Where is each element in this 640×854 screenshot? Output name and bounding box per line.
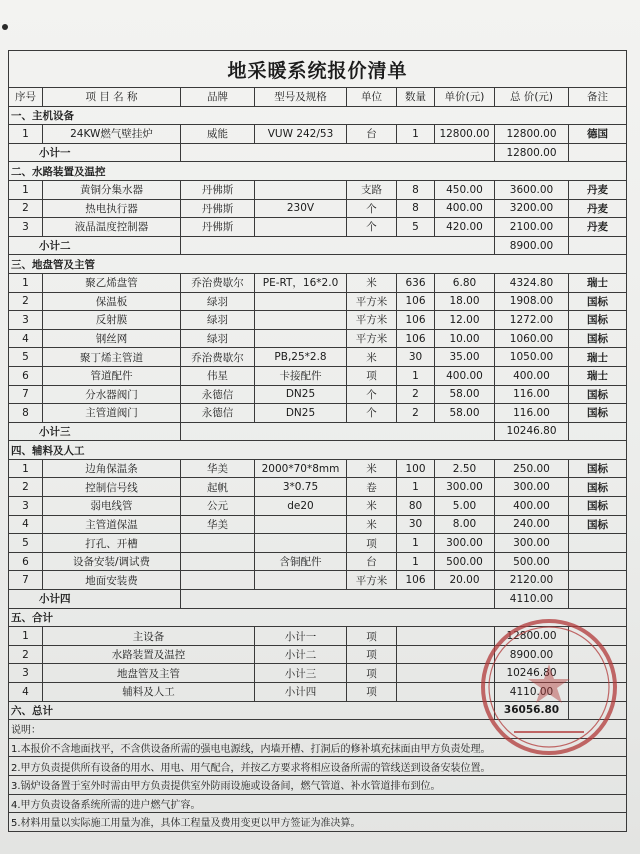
table-cell: 4324.80 [495,273,569,292]
table-cell: 3 [9,218,43,237]
column-header: 总 价(元) [495,88,569,107]
table-cell: 106 [397,311,435,330]
column-header: 型号及规格 [255,88,347,107]
quote-table [8,50,627,832]
table-cell: 12800.00 [495,125,569,144]
table-row [9,292,627,311]
subtotal-row [9,236,627,255]
table-cell: 弱电线管 [43,497,181,516]
table-cell: 6 [9,552,43,571]
table-cell: 1 [9,273,43,292]
table-cell: 丹麦 [569,180,627,199]
section-heading: 一、主机设备 [9,106,627,125]
table-cell: 反射膜 [43,311,181,330]
subtotal-label: 小计四 [9,590,181,609]
table-cell: 水路装置及温控 [43,645,255,664]
table-cell [181,236,495,255]
table-cell: 400.00 [495,366,569,385]
table-cell: 支路 [347,180,397,199]
table-cell: 420.00 [435,218,495,237]
table-cell: 项 [347,664,397,683]
table-cell: 平方米 [347,571,397,590]
table-cell [569,571,627,590]
table-cell: 伟星 [181,366,255,385]
subtotal-row [9,590,627,609]
table-cell: 3*0.75 [255,478,347,497]
table-cell: 3600.00 [495,180,569,199]
subtotal-label: 小计二 [9,236,181,255]
table-cell [255,534,347,553]
column-header: 品牌 [181,88,255,107]
table-cell: PE-RT，16*2.0 [255,273,347,292]
table-row [9,571,627,590]
notes-heading-row [9,720,627,739]
table-cell: 8900.00 [495,645,569,664]
table-cell: 乔治费歇尔 [181,348,255,367]
table-cell: 保温板 [43,292,181,311]
table-row [9,552,627,571]
table-cell: 1272.00 [495,311,569,330]
table-cell [569,627,627,646]
column-header: 备注 [569,88,627,107]
table-cell: 辅料及人工 [43,683,255,702]
table-cell [397,664,495,683]
table-cell [569,590,627,609]
table-cell: 400.00 [495,497,569,516]
table-cell: 绿羽 [181,292,255,311]
table-cell: 116.00 [495,404,569,423]
table-cell: 起帆 [181,478,255,497]
table-row [9,664,627,683]
table-cell: 主设备 [43,627,255,646]
table-cell: 2 [9,478,43,497]
table-cell: 含铜配件 [255,552,347,571]
table-row [9,329,627,348]
table-cell: 卷 [347,478,397,497]
table-cell: 1 [397,534,435,553]
table-cell: 平方米 [347,329,397,348]
table-cell: 设备安装/调试费 [43,552,181,571]
table-cell: 液晶温度控制器 [43,218,181,237]
table-header-row [9,88,627,107]
grand-total-value: 36056.80 [495,701,569,720]
table-cell: 8 [397,180,435,199]
table-cell: 米 [347,348,397,367]
table-cell [181,590,495,609]
table-cell: 12.00 [435,311,495,330]
table-cell: DN25 [255,404,347,423]
table-cell: 5.00 [435,497,495,516]
table-cell: 米 [347,273,397,292]
table-cell: 500.00 [435,552,495,571]
table-cell: 3 [9,497,43,516]
table-cell: 国标 [569,404,627,423]
table-cell: 聚乙烯盘管 [43,273,181,292]
table-cell: 平方米 [347,311,397,330]
table-cell: 米 [347,497,397,516]
table-cell: 个 [347,385,397,404]
table-cell [397,683,495,702]
table-cell [181,143,495,162]
table-row [9,404,627,423]
table-row [9,515,627,534]
section-heading-row [9,441,627,460]
subtotal-row [9,143,627,162]
table-cell: 35.00 [435,348,495,367]
table-cell: 450.00 [435,180,495,199]
section-heading: 五、合计 [9,608,627,627]
table-cell: 250.00 [495,459,569,478]
table-cell: 小计一 [255,627,347,646]
table-cell: 3 [9,664,43,683]
punch-hole-mark [2,24,8,30]
table-cell: 1 [397,552,435,571]
table-cell: 国标 [569,292,627,311]
table-cell: 10246.80 [495,664,569,683]
table-cell [181,552,255,571]
section-heading: 二、水路装置及温控 [9,162,627,181]
table-row [9,125,627,144]
table-cell: 平方米 [347,292,397,311]
column-header: 数量 [397,88,435,107]
table-cell: 丹佛斯 [181,199,255,218]
table-cell: 永德信 [181,404,255,423]
table-cell: 7 [9,571,43,590]
table-cell: 丹麦 [569,199,627,218]
subtotal-value: 4110.00 [495,590,569,609]
table-cell: 4 [9,515,43,534]
table-cell: 4110.00 [495,683,569,702]
table-cell: 300.00 [495,478,569,497]
table-cell: 2000*70*8mm [255,459,347,478]
table-cell: 4 [9,329,43,348]
table-cell: 丹佛斯 [181,218,255,237]
table-cell: 8.00 [435,515,495,534]
section-heading: 三、地盘管及主管 [9,255,627,274]
table-cell [255,571,347,590]
table-cell: VUW 242/53 [255,125,347,144]
table-cell: 1 [9,125,43,144]
table-cell: 12800.00 [435,125,495,144]
table-cell: 2 [9,199,43,218]
table-cell: 3200.00 [495,199,569,218]
table-cell: de20 [255,497,347,516]
table-cell: 国标 [569,515,627,534]
table-cell: 1 [397,125,435,144]
note-text: 2.甲方负责提供所有设备的用水、用电、用气配合，并按乙方要求将相应设备所需的管线送到设备安装位置。 [9,757,627,776]
section-heading-row [9,255,627,274]
table-cell: 106 [397,329,435,348]
table-cell: 国标 [569,311,627,330]
table-cell: 1050.00 [495,348,569,367]
table-cell: 4 [9,683,43,702]
table-cell: 台 [347,125,397,144]
table-cell: 1 [397,478,435,497]
table-cell: 绿羽 [181,329,255,348]
table-cell: 1908.00 [495,292,569,311]
table-cell: 20.00 [435,571,495,590]
table-cell: 公元 [181,497,255,516]
table-cell: 400.00 [435,366,495,385]
table-cell: 小计四 [255,683,347,702]
table-row [9,218,627,237]
table-row [9,199,627,218]
table-cell: 地面安装费 [43,571,181,590]
subtotal-value: 12800.00 [495,143,569,162]
quote-sheet [8,50,626,832]
table-cell: 5 [9,348,43,367]
table-row [9,478,627,497]
table-row [9,273,627,292]
table-cell: 热电执行器 [43,199,181,218]
table-cell: 国标 [569,385,627,404]
table-cell: 106 [397,571,435,590]
table-cell: 项 [347,534,397,553]
table-cell: DN25 [255,385,347,404]
table-cell: 8 [397,199,435,218]
table-cell [569,552,627,571]
table-cell: 636 [397,273,435,292]
table-cell: 瑞士 [569,348,627,367]
table-cell: 瑞士 [569,273,627,292]
table-cell [181,571,255,590]
section-heading-row [9,162,627,181]
table-cell: 2 [397,385,435,404]
table-row [9,683,627,702]
table-cell: 丹麦 [569,218,627,237]
table-cell: 小计三 [255,664,347,683]
table-cell: 米 [347,459,397,478]
table-cell: 1060.00 [495,329,569,348]
table-row [9,366,627,385]
note-text: 5.材料用量以实际施工用量为准，具体工程量及费用变更以甲方签证为准决算。 [9,813,627,832]
table-cell: 台 [347,552,397,571]
table-row [9,311,627,330]
table-cell: 30 [397,348,435,367]
table-row [9,627,627,646]
note-row [9,813,627,832]
table-row [9,534,627,553]
notes-heading: 说明： [9,720,627,739]
table-cell: 106 [397,292,435,311]
table-cell: 24KW燃气壁挂炉 [43,125,181,144]
column-header: 单价(元) [435,88,495,107]
table-row [9,348,627,367]
table-cell: 项 [347,627,397,646]
table-cell: 个 [347,218,397,237]
table-cell [255,329,347,348]
table-cell: 58.00 [435,385,495,404]
table-cell: 小计二 [255,645,347,664]
table-cell: 打孔、开槽 [43,534,181,553]
table-cell: 个 [347,199,397,218]
table-cell: 永德信 [181,385,255,404]
table-cell [569,683,627,702]
table-cell: 6 [9,366,43,385]
table-cell: 主管道保温 [43,515,181,534]
table-cell: 1 [9,627,43,646]
column-header: 项 目 名 称 [43,88,181,107]
table-cell [569,236,627,255]
table-cell: 2.50 [435,459,495,478]
table-cell: 80 [397,497,435,516]
table-cell [569,143,627,162]
table-cell: 100 [397,459,435,478]
table-cell: 控制信号线 [43,478,181,497]
table-cell: 3 [9,311,43,330]
table-cell: 德国 [569,125,627,144]
table-cell: 绿羽 [181,311,255,330]
table-cell: 116.00 [495,385,569,404]
table-cell: 300.00 [435,478,495,497]
note-row [9,757,627,776]
table-cell: PB,25*2.8 [255,348,347,367]
table-cell: 聚丁烯主管道 [43,348,181,367]
table-cell [255,292,347,311]
table-cell: 米 [347,515,397,534]
table-cell [569,534,627,553]
table-cell: 1 [397,366,435,385]
table-cell [181,534,255,553]
table-cell: 瑞士 [569,366,627,385]
note-text: 4.甲方负责设备系统所需的进户燃气扩容。 [9,794,627,813]
table-cell: 58.00 [435,404,495,423]
table-row [9,459,627,478]
table-cell: 2120.00 [495,571,569,590]
table-cell: 2100.00 [495,218,569,237]
subtotal-value: 10246.80 [495,422,569,441]
column-header: 序号 [9,88,43,107]
table-cell [397,645,495,664]
table-cell: 400.00 [435,199,495,218]
note-text: 3.锅炉设备置于室外时需由甲方负责提供室外防雨设施或设备间，燃气管道、补水管道排布到位。 [9,775,627,794]
table-cell [181,422,495,441]
table-cell: 6.80 [435,273,495,292]
table-cell: 1 [9,180,43,199]
table-cell: 华美 [181,459,255,478]
table-cell: 威能 [181,125,255,144]
note-row [9,794,627,813]
table-cell: 国标 [569,497,627,516]
table-cell: 2 [9,292,43,311]
table-cell [569,701,627,720]
table-cell: 钢丝网 [43,329,181,348]
table-cell: 5 [9,534,43,553]
table-cell: 项 [347,645,397,664]
table-cell: 分水器阀门 [43,385,181,404]
table-cell: 地盘管及主管 [43,664,255,683]
table-cell: 2 [397,404,435,423]
section-heading: 四、辅料及人工 [9,441,627,460]
table-cell: 国标 [569,478,627,497]
table-cell: 个 [347,404,397,423]
subtotal-row [9,422,627,441]
table-cell: 乔治费歇尔 [181,273,255,292]
table-cell [255,515,347,534]
table-cell: 1 [9,459,43,478]
grand-total-label: 六、总计 [9,701,495,720]
table-row [9,385,627,404]
table-cell: 丹佛斯 [181,180,255,199]
table-cell: 国标 [569,329,627,348]
table-cell [255,218,347,237]
table-cell: 国标 [569,459,627,478]
table-cell: 230V [255,199,347,218]
table-cell: 2 [9,645,43,664]
table-cell [569,422,627,441]
table-cell [255,311,347,330]
table-row [9,497,627,516]
table-cell: 项 [347,366,397,385]
table-cell: 卡接配件 [255,366,347,385]
note-row [9,738,627,757]
table-cell: 10.00 [435,329,495,348]
note-text: 1.本报价不含地面找平，不含供设备所需的强电电源线，内墙开槽、打洞后的修补填充抹面由甲方负责处理。 [9,738,627,757]
table-cell: 5 [397,218,435,237]
document-title: 地采暖系统报价清单 [9,51,627,88]
table-cell: 18.00 [435,292,495,311]
table-cell: 主管道阀门 [43,404,181,423]
table-cell: 华美 [181,515,255,534]
table-cell: 300.00 [495,534,569,553]
table-row [9,180,627,199]
table-row [9,645,627,664]
grand-total-row [9,701,627,720]
subtotal-value: 8900.00 [495,236,569,255]
section-heading-row [9,106,627,125]
subtotal-label: 小计一 [9,143,181,162]
table-cell: 500.00 [495,552,569,571]
table-cell: 黄铜分集水器 [43,180,181,199]
subtotal-label: 小计三 [9,422,181,441]
table-cell: 12800.00 [495,627,569,646]
table-cell: 30 [397,515,435,534]
table-cell [397,627,495,646]
table-cell: 240.00 [495,515,569,534]
table-cell [569,664,627,683]
table-cell: 边角保温条 [43,459,181,478]
table-cell: 300.00 [435,534,495,553]
table-cell: 项 [347,683,397,702]
table-cell: 8 [9,404,43,423]
table-cell: 7 [9,385,43,404]
note-row [9,775,627,794]
table-cell [569,645,627,664]
table-cell: 管道配件 [43,366,181,385]
column-header: 单位 [347,88,397,107]
section-heading-row [9,608,627,627]
table-cell [255,180,347,199]
